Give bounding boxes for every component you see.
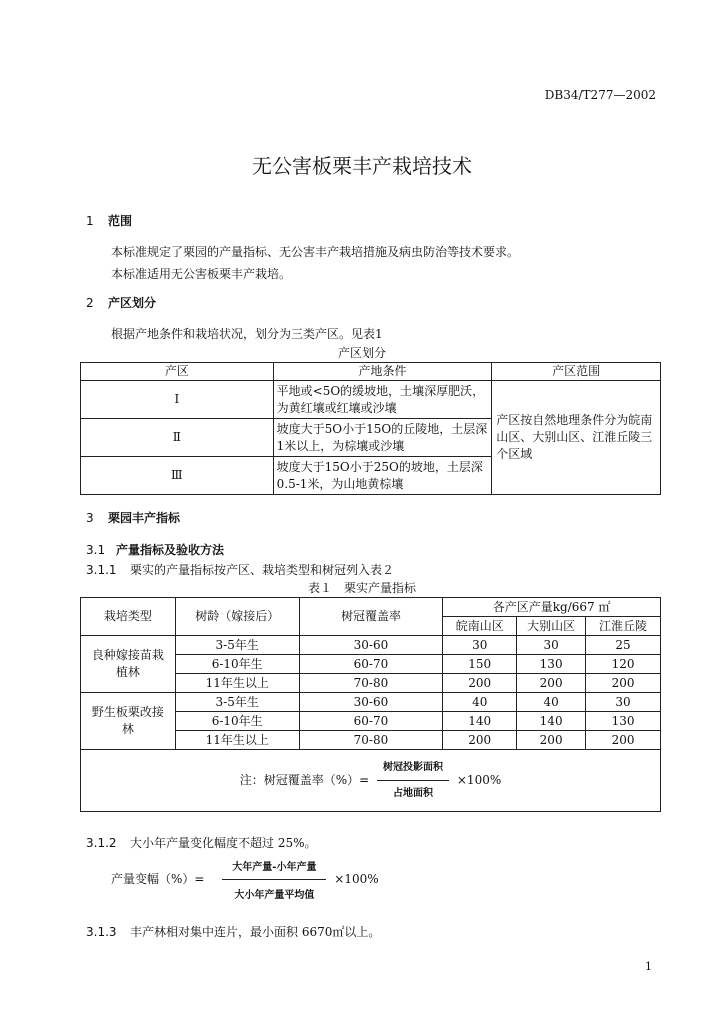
table-cell: 130 [586,712,661,731]
paragraph: 根据产地条件和栽培状况，划分为三类产区。见表1 [111,327,383,341]
section-title: 范围 [108,214,133,228]
table-cell: 30-60 [299,693,443,712]
table-cell: 25 [586,636,661,655]
range-cell: 产区按自然地理条件分为皖南山区、大别山区、江淮丘陵三个区域 [492,381,661,495]
cultivation-type-cell: 良种嫁接苗栽植林 [81,636,176,693]
section-title: 产区划分 [108,296,157,310]
clause-3-1-3 [86,923,380,940]
clause-text: 栗实的产量指标按产区、栽培类型和树冠列入表２ [130,563,395,577]
fraction-numerator: 大年产量-小年产量 [222,858,326,880]
table-cell: 11年生以上 [175,731,299,750]
section-2-heading [86,294,156,311]
table-caption: 产区划分 [337,346,386,360]
table-cell: 30 [443,636,517,655]
condition-cell: 坡度大于5O小于15O的丘陵地，土层深1米以上，为棕壤或沙壤 [273,419,492,457]
table-cell: 200 [443,731,517,750]
table-header: 产区 [81,363,274,381]
formula-prefix: 产量变幅（%）= [111,872,205,886]
clause-text: 大小年产量变化幅度不超过 25%。 [130,836,317,850]
table-cell: 3-5年生 [175,636,299,655]
condition-cell: 坡度大于15O小于25O的坡地，土层深0.5-1米，为山地黄棕壤 [273,457,492,495]
table-cell: 60-70 [299,712,443,731]
yield-index-table [80,597,661,812]
table-cell: 200 [443,674,517,693]
table-header: 产区范围 [492,363,661,381]
note-suffix: ×100% [456,773,502,787]
region-header: 皖南山区 [443,617,517,636]
table-cell: 200 [586,674,661,693]
table-header: 产地条件 [273,363,492,381]
table-caption: 表１ 栗实产量指标 [307,581,416,595]
table-header: 栽培类型 [81,598,176,636]
table-cell: 60-70 [299,655,443,674]
clause-3-1-1 [86,561,394,578]
table-cell: 6-10年生 [175,712,299,731]
section-3-heading [86,509,180,526]
table-header: 树龄（嫁接后） [175,598,299,636]
section-number: 3 [86,511,94,525]
table-cell: 30 [517,636,586,655]
paragraph: 本标准适用无公害板栗丰产栽培。 [111,267,292,281]
paragraph: 本标准规定了栗园的产量指标、无公害丰产栽培措施及病虫防治等技术要求。 [111,245,520,259]
table-cell: 30-60 [299,636,443,655]
standard-number: DB34/T277—2002 [544,88,656,102]
table-cell: 200 [517,674,586,693]
table-header: 树冠覆盖率 [299,598,443,636]
table-cell: 3-5年生 [175,693,299,712]
fraction-denominator: 大小年产量平均值 [234,890,315,901]
note-fraction [377,759,449,802]
note-prefix: 注：树冠覆盖率（%）= [239,773,370,787]
page-number: 1 [645,960,652,973]
table-cell: 120 [586,655,661,674]
condition-cell: 平地或<5O的缓坡地，土壤深厚肥沃，为黄红壤或红壤或沙壤 [273,381,492,419]
formula-fraction [222,858,326,901]
section-title: 栗园丰产指标 [108,511,181,525]
table-cell: 6-10年生 [175,655,299,674]
table-cell: 150 [443,655,517,674]
zone-cell: Ⅰ [81,381,274,419]
zone-division-table [80,362,661,495]
table-cell: 70-80 [299,731,443,750]
section-number: 3.1 [86,543,106,557]
clause-text: 丰产林相对集中连片，最小面积 6670㎡以上。 [130,925,381,939]
section-1-heading [86,212,132,229]
table-cell: 200 [586,731,661,750]
fraction-numerator: 树冠投影面积 [377,759,449,781]
table-cell: 200 [517,731,586,750]
clause-3-1-2 [86,834,317,851]
section-3-1-heading [86,541,224,558]
section-title: 产量指标及验收方法 [116,543,225,557]
region-header: 江淮丘陵 [586,617,661,636]
document-title: 无公害板栗丰产栽培技术 [252,154,472,178]
table-note-cell [81,750,661,812]
table-cell: 130 [517,655,586,674]
section-number: 2 [86,296,94,310]
table-header: 各产区产量kg/667 ㎡ [443,598,661,617]
formula-suffix: ×100% [334,872,379,886]
table-cell: 70-80 [299,674,443,693]
table-cell: 40 [517,693,586,712]
table-cell: 40 [443,693,517,712]
fraction-denominator: 占地面积 [393,788,434,799]
yield-variation-formula [111,858,379,901]
clause-number: 3.1.2 [86,836,117,850]
section-number: 1 [86,214,94,228]
table-cell: 11年生以上 [175,674,299,693]
clause-number: 3.1.3 [86,925,117,939]
region-header: 大别山区 [517,617,586,636]
table-cell: 30 [586,693,661,712]
zone-cell: Ⅱ [81,419,274,457]
clause-number: 3.1.1 [86,563,117,577]
zone-cell: Ⅲ [81,457,274,495]
table-cell: 140 [517,712,586,731]
cultivation-type-cell: 野生板栗改接林 [81,693,176,750]
table-cell: 140 [443,712,517,731]
